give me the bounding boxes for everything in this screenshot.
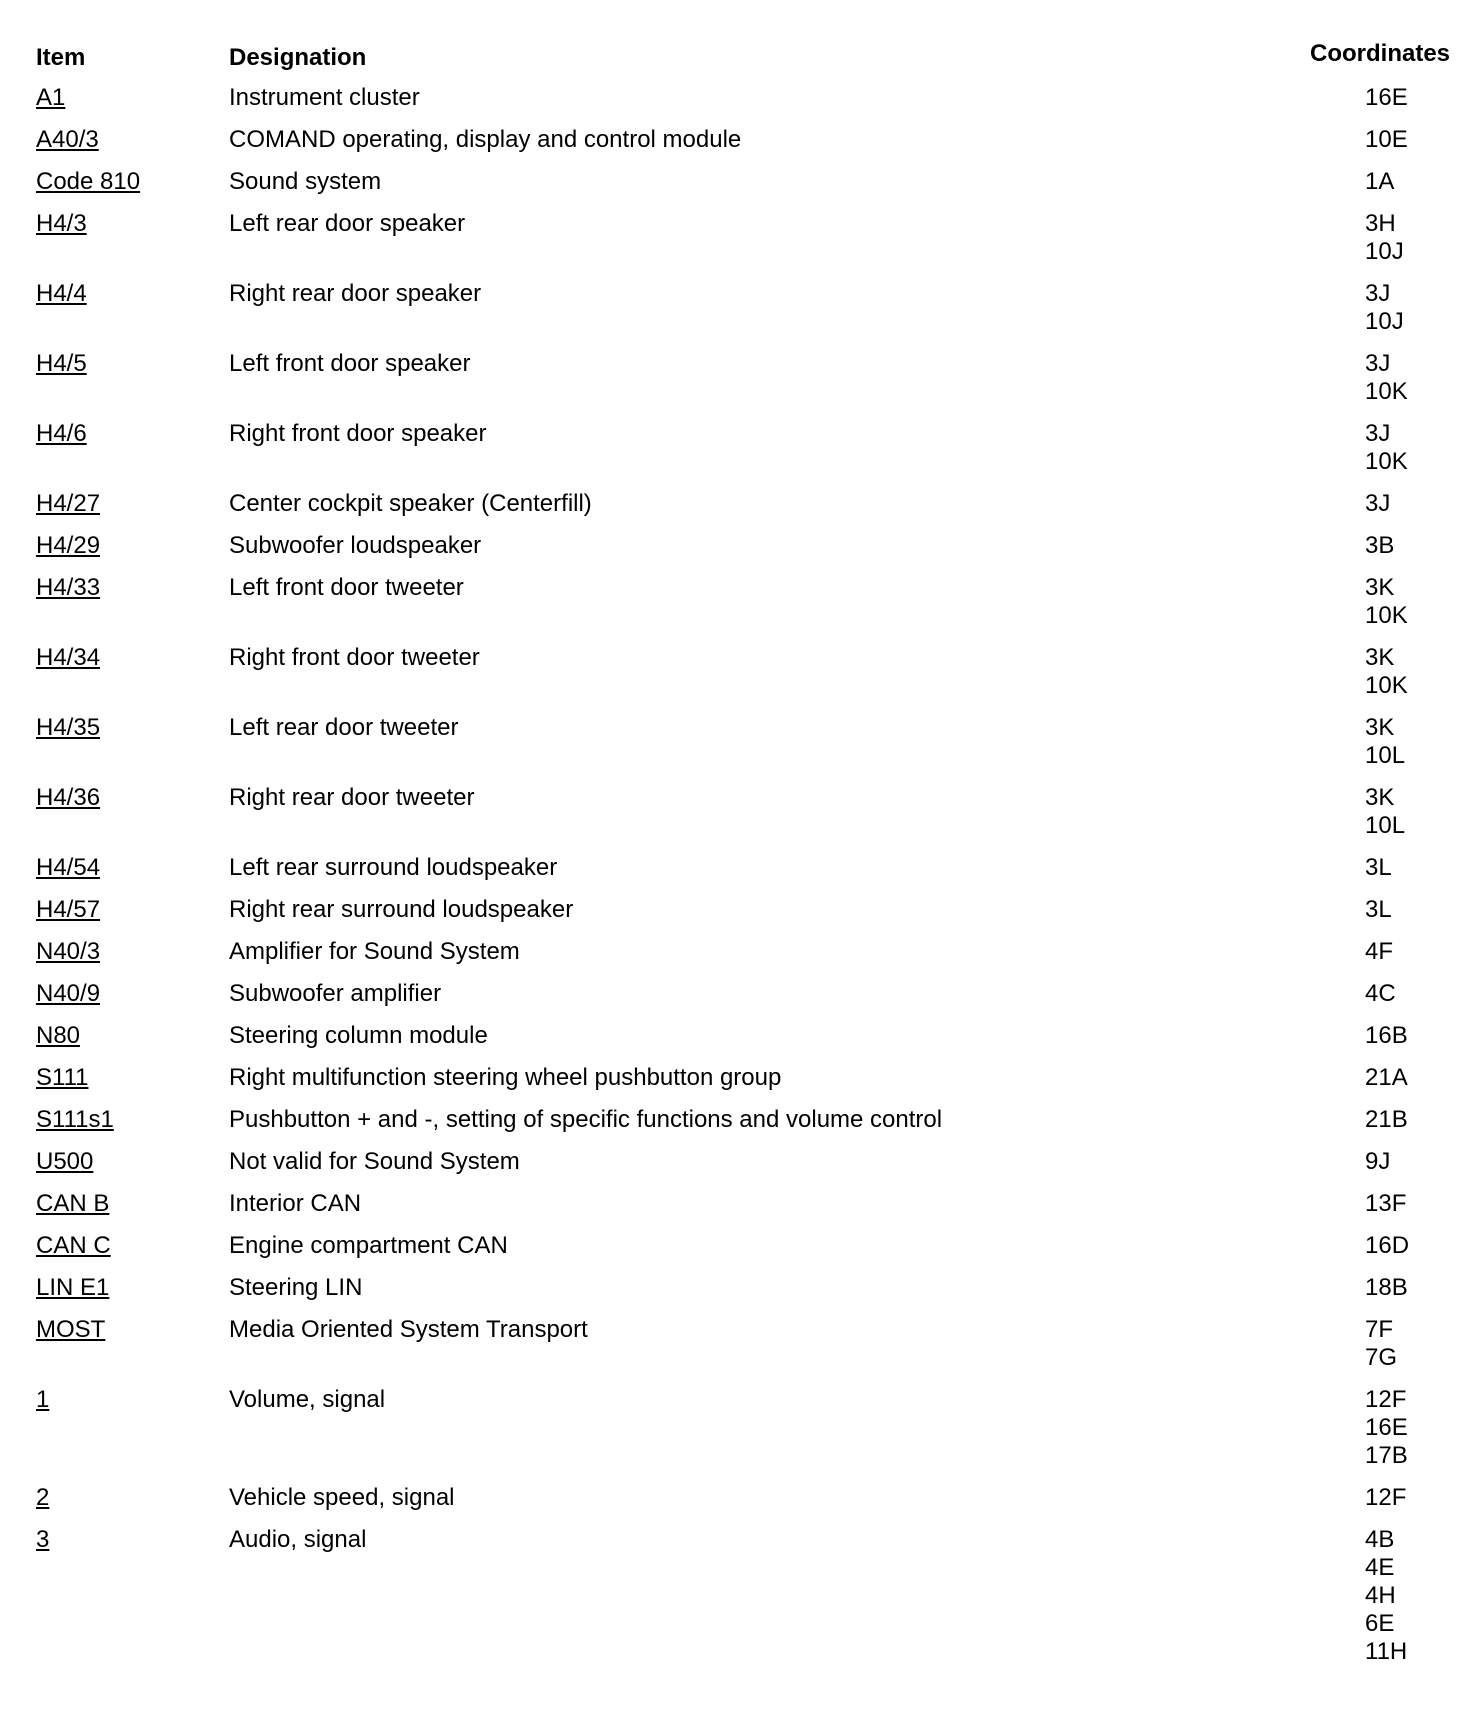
table-row <box>0 420 1472 490</box>
designation-text: Sound system <box>229 168 382 195</box>
coordinate-value: 12F <box>1365 1484 1407 1511</box>
item-link[interactable]: H4/4 <box>36 280 87 307</box>
designation-text: Steering column module <box>229 1022 488 1049</box>
designation-text: Left rear door speaker <box>229 210 466 237</box>
item-link[interactable]: U500 <box>36 1148 94 1175</box>
item-link[interactable]: CAN C <box>36 1232 111 1259</box>
table-row <box>0 1064 1472 1106</box>
designation-text: Right multifunction steering wheel pushbutton group <box>229 1064 782 1091</box>
coordinates-cell <box>1365 938 1472 966</box>
item-link[interactable]: H4/34 <box>36 644 101 671</box>
item-link[interactable]: H4/6 <box>36 420 87 447</box>
coordinates-cell <box>1365 1274 1472 1302</box>
item-link[interactable]: 1 <box>36 1386 50 1413</box>
coordinates-cell <box>1365 350 1472 406</box>
coordinates-cell <box>1365 980 1472 1008</box>
column-header-designation: Designation <box>229 44 367 71</box>
designation-text: Audio, signal <box>229 1526 367 1553</box>
table-row <box>0 84 1472 126</box>
coordinate-value: 18B <box>1365 1274 1408 1301</box>
designation-text: Volume, signal <box>229 1386 386 1413</box>
item-link[interactable]: S111s1 <box>36 1106 114 1133</box>
coordinate-value: 16E <box>1365 1414 1408 1441</box>
coordinate-value: 3K <box>1365 644 1395 671</box>
designation-text: Vehicle speed, signal <box>229 1484 455 1511</box>
table-row <box>0 490 1472 532</box>
table-row <box>0 1106 1472 1148</box>
coordinate-value: 13F <box>1365 1190 1407 1217</box>
item-link[interactable]: H4/3 <box>36 210 87 237</box>
coordinate-value: 3K <box>1365 784 1395 811</box>
coordinates-cell <box>1365 896 1472 924</box>
designation-text: Amplifier for Sound System <box>229 938 520 965</box>
coordinate-value: 3K <box>1365 574 1395 601</box>
table-row <box>0 1148 1472 1190</box>
coordinate-value: 10K <box>1365 378 1408 405</box>
coordinate-value: 10E <box>1365 126 1408 153</box>
coordinates-cell <box>1365 1232 1472 1260</box>
coordinates-cell <box>1365 168 1472 196</box>
coordinate-value: 16E <box>1365 84 1408 111</box>
table-body <box>0 84 1472 1680</box>
designation-text: Center cockpit speaker (Centerfill) <box>229 490 592 517</box>
coordinates-cell <box>1365 644 1472 700</box>
item-link[interactable]: H4/54 <box>36 854 101 881</box>
coordinate-value: 3L <box>1365 896 1392 923</box>
designation-text: Left front door speaker <box>229 350 471 377</box>
table-row <box>0 210 1472 280</box>
item-link[interactable]: H4/29 <box>36 532 101 559</box>
coordinate-value: 4E <box>1365 1554 1395 1581</box>
coordinates-cell <box>1365 1526 1472 1666</box>
coordinate-value: 16B <box>1365 1022 1408 1049</box>
table-row <box>0 532 1472 574</box>
designation-text: Left rear door tweeter <box>229 714 459 741</box>
coordinates-cell <box>1365 574 1472 630</box>
coordinate-value: 3K <box>1365 714 1395 741</box>
coordinate-value: 7F <box>1365 1316 1394 1343</box>
designation-text: COMAND operating, display and control module <box>229 126 742 153</box>
coordinate-value: 3J <box>1365 280 1391 307</box>
coordinate-value: 10J <box>1365 238 1404 265</box>
designation-text: Subwoofer loudspeaker <box>229 532 482 559</box>
item-link[interactable]: 2 <box>36 1484 50 1511</box>
coordinate-value: 11H <box>1365 1638 1408 1665</box>
item-link[interactable]: H4/35 <box>36 714 101 741</box>
coordinate-value: 3J <box>1365 490 1391 517</box>
coordinates-cell <box>1365 210 1472 266</box>
designation-text: Not valid for Sound System <box>229 1148 520 1175</box>
coordinate-value: 7G <box>1365 1344 1398 1371</box>
table-row <box>0 1022 1472 1064</box>
coordinates-cell <box>1365 1022 1472 1050</box>
table-row <box>0 938 1472 980</box>
table-row <box>0 126 1472 168</box>
column-header-item: Item <box>36 44 86 71</box>
table-row <box>0 1526 1472 1680</box>
item-link[interactable]: A40/3 <box>36 126 99 153</box>
coordinates-cell <box>1365 784 1472 840</box>
coordinates-cell <box>1365 280 1472 336</box>
table-row <box>0 1386 1472 1484</box>
item-link[interactable]: A1 <box>36 84 66 111</box>
table-row <box>0 280 1472 350</box>
item-link[interactable]: H4/36 <box>36 784 101 811</box>
item-link[interactable]: H4/5 <box>36 350 87 377</box>
designation-text: Left rear surround loudspeaker <box>229 854 558 881</box>
item-link[interactable]: H4/33 <box>36 574 101 601</box>
column-header-coordinates: Coordinates <box>1310 40 1451 67</box>
coordinate-value: 4B <box>1365 1526 1395 1553</box>
designation-text: Pushbutton + and -, setting of specific functions and volume control <box>229 1106 943 1133</box>
coordinates-cell <box>1365 1316 1472 1372</box>
coordinates-cell <box>1365 420 1472 476</box>
coordinate-value: 10L <box>1365 812 1406 839</box>
coordinates-cell <box>1365 854 1472 882</box>
table-row <box>0 1484 1472 1526</box>
coordinates-cell <box>1365 532 1472 560</box>
item-link[interactable]: CAN B <box>36 1190 110 1217</box>
table-row <box>0 1274 1472 1316</box>
designation-text: Left front door tweeter <box>229 574 464 601</box>
coordinate-value: 17B <box>1365 1442 1408 1469</box>
coordinate-value: 12F <box>1365 1386 1407 1413</box>
table-row <box>0 168 1472 210</box>
coordinate-value: 10L <box>1365 742 1406 769</box>
designation-text: Interior CAN <box>229 1190 362 1217</box>
table-row <box>0 980 1472 1022</box>
table-row <box>0 714 1472 784</box>
item-link[interactable]: N80 <box>36 1022 81 1049</box>
coordinate-value: 4H <box>1365 1582 1396 1609</box>
table-row <box>0 784 1472 854</box>
table-row <box>0 854 1472 896</box>
coordinate-value: 16D <box>1365 1232 1410 1259</box>
designation-text: Instrument cluster <box>229 84 420 111</box>
item-link[interactable]: N40/9 <box>36 980 101 1007</box>
coordinate-value: 4F <box>1365 938 1394 965</box>
table-row <box>0 1190 1472 1232</box>
item-link[interactable]: MOST <box>36 1316 106 1343</box>
coordinate-value: 3L <box>1365 854 1392 881</box>
coordinates-cell <box>1365 84 1472 112</box>
coordinate-value: 21B <box>1365 1106 1408 1133</box>
coordinate-value: 3J <box>1365 420 1391 447</box>
coordinate-value: 10K <box>1365 602 1408 629</box>
table-row <box>0 1232 1472 1274</box>
coordinates-cell <box>1365 126 1472 154</box>
designation-text: Engine compartment CAN <box>229 1232 508 1259</box>
coordinates-cell <box>1365 1106 1472 1134</box>
table-row <box>0 644 1472 714</box>
designation-text: Steering LIN <box>229 1274 363 1301</box>
item-link[interactable]: LIN E1 <box>36 1274 110 1301</box>
designation-text: Right rear door speaker <box>229 280 482 307</box>
item-link[interactable]: H4/57 <box>36 896 101 923</box>
coordinates-cell <box>1365 1148 1472 1176</box>
coordinates-cell <box>1365 1484 1472 1512</box>
item-link[interactable]: H4/27 <box>36 490 101 517</box>
coordinate-value: 9J <box>1365 1148 1391 1175</box>
coordinates-cell <box>1365 1386 1472 1470</box>
designation-text: Right front door speaker <box>229 420 487 447</box>
coordinate-value: 10J <box>1365 308 1404 335</box>
table-row <box>0 1316 1472 1386</box>
table-row <box>0 350 1472 420</box>
table-row <box>0 896 1472 938</box>
coordinate-value: 10K <box>1365 448 1408 475</box>
item-link[interactable]: 3 <box>36 1526 50 1553</box>
coordinates-cell <box>1365 490 1472 518</box>
item-link[interactable]: Code 810 <box>36 168 141 195</box>
designation-text: Media Oriented System Transport <box>229 1316 588 1343</box>
coordinate-value: 3J <box>1365 350 1391 377</box>
coordinate-value: 10K <box>1365 672 1408 699</box>
designation-text: Right rear door tweeter <box>229 784 475 811</box>
designation-text: Right rear surround loudspeaker <box>229 896 574 923</box>
coordinates-cell <box>1365 714 1472 770</box>
designation-text: Right front door tweeter <box>229 644 480 671</box>
table-row <box>0 574 1472 644</box>
item-link[interactable]: N40/3 <box>36 938 101 965</box>
item-link[interactable]: S111 <box>36 1064 89 1091</box>
designation-text: Subwoofer amplifier <box>229 980 442 1007</box>
coordinate-value: 21A <box>1365 1064 1408 1091</box>
table-header <box>0 40 1472 72</box>
coordinate-value: 4C <box>1365 980 1396 1007</box>
coordinates-cell <box>1365 1064 1472 1092</box>
coordinate-value: 1A <box>1365 168 1395 195</box>
coordinates-cell <box>1365 1190 1472 1218</box>
coordinate-value: 3B <box>1365 532 1395 559</box>
coordinate-value: 3H <box>1365 210 1396 237</box>
coordinate-value: 6E <box>1365 1610 1395 1637</box>
